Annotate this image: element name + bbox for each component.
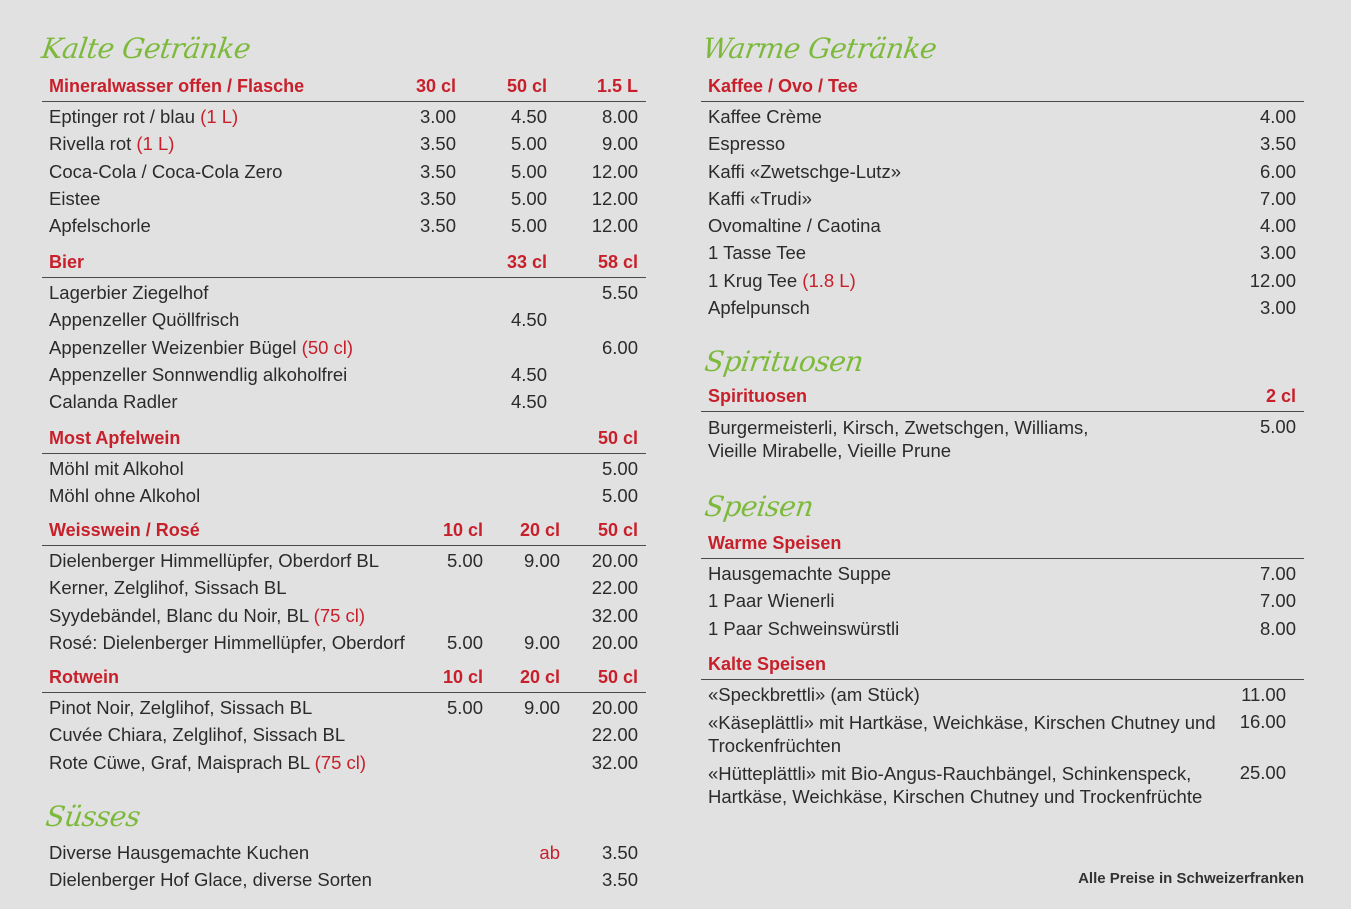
item-name: «Speckbrettli» (am Stück) [708, 684, 920, 705]
item-name: 1 Paar Wienerli [708, 590, 835, 612]
section-mineralwasser [42, 75, 646, 238]
menu-row [42, 573, 646, 600]
price: 7.00 [1259, 563, 1296, 584]
item-name: Diverse Hausgemachte Kuchen [49, 842, 310, 863]
price: 3.50 [419, 160, 456, 182]
col-header: 50 cl [506, 76, 547, 96]
menu-row [42, 305, 646, 332]
col-header: 10 cl [442, 667, 483, 687]
menu-row [701, 412, 1304, 464]
item-note: (1 L) [136, 133, 175, 155]
col-header: 30 cl [415, 76, 456, 96]
section-rotwein [42, 666, 646, 775]
price: 7.00 [1259, 590, 1296, 612]
price: 5.00 [601, 458, 638, 479]
menu-row [42, 387, 646, 414]
price: 3.50 [419, 215, 456, 237]
item-name-line: Hartkäse, Weichkäse, Kirschen Chutney und Trockenfrüchte [708, 786, 1203, 808]
heading-kalte-getraenke: Kalte Getränke [39, 32, 253, 65]
price: 5.00 [510, 160, 547, 182]
price: 3.00 [419, 106, 456, 127]
item-name: Kaffi «Zwetschge-Lutz» [708, 160, 901, 182]
item-name: Eptinger rot / blau [49, 106, 196, 127]
section-weisswein [42, 519, 646, 655]
price: 3.50 [601, 869, 638, 891]
col-header: 50 cl [597, 667, 638, 687]
section-title: Kaffee / Ovo / Tee [708, 76, 858, 96]
item-name-line: Burgermeisterli, Kirsch, Zwetschgen, Williams, [708, 417, 1089, 438]
col-header: 50 cl [597, 428, 638, 448]
menu-row [701, 559, 1304, 586]
section-title: Mineralwasser offen / Flasche [49, 76, 305, 96]
item-name: 1 Krug Tee [708, 269, 798, 291]
menu-row [42, 693, 646, 720]
price: 4.50 [510, 106, 547, 127]
price: 5.00 [601, 485, 638, 507]
menu-row [42, 720, 646, 747]
menu-row [701, 758, 1304, 810]
price-prefix: ab [539, 842, 560, 863]
price: 3.00 [1259, 242, 1296, 264]
heading-warme-getraenke: Warme Getränke [700, 32, 939, 65]
menu-row [701, 680, 1304, 707]
section-header [701, 532, 1304, 559]
menu-row [701, 102, 1304, 129]
item-note: (50 cl) [301, 336, 354, 358]
price: 11.00 [1241, 684, 1286, 705]
price: 4.50 [510, 309, 547, 331]
section-title: Rotwein [49, 667, 119, 687]
menu-row [42, 157, 646, 184]
heading-suesses: Süsses [43, 800, 143, 833]
menu-row [42, 628, 646, 655]
menu-row [42, 601, 646, 628]
item-name: Dielenberger Himmellüpfer, Oberdorf BL [49, 550, 380, 571]
menu-row [701, 129, 1304, 156]
price: 9.00 [523, 697, 560, 718]
col-header: 1.5 L [596, 76, 638, 96]
item-name: Kerner, Zelglihof, Sissach BL [49, 577, 287, 599]
item-name-line: Vieille Mirabelle, Vieille Prune [708, 440, 952, 461]
price: 5.00 [446, 550, 483, 571]
section-header [701, 385, 1304, 412]
section-suesses [42, 838, 646, 893]
price: 5.50 [601, 282, 638, 303]
item-name: Appenzeller Sonnwendlig alkoholfrei [49, 363, 348, 385]
price: 4.00 [1259, 106, 1296, 127]
section-title: Most Apfelwein [49, 428, 181, 448]
menu-row [42, 481, 646, 508]
item-name-line: «Käseplättli» mit Hartkäse, Weichkäse, Kirschen Chutney und [708, 712, 1216, 734]
menu-row [701, 238, 1304, 265]
item-name: Pinot Noir, Zelglihof, Sissach BL [49, 697, 313, 718]
menu-row [42, 278, 646, 305]
menu-row [701, 707, 1304, 758]
item-name: Apfelpunsch [708, 297, 810, 319]
menu-row [42, 546, 646, 573]
heading-spirituosen: Spirituosen [702, 345, 866, 378]
price: 16.00 [1239, 711, 1286, 733]
item-name: Lagerbier Ziegelhof [49, 282, 209, 303]
price: 12.00 [591, 160, 638, 182]
item-name: Rote Cüwe, Graf, Maisprach BL [49, 751, 310, 773]
section-bier [42, 251, 646, 414]
col-header: 20 cl [519, 667, 560, 687]
price: 4.50 [510, 391, 547, 413]
price: 5.00 [510, 133, 547, 155]
item-note: (75 cl) [313, 604, 366, 626]
currency-note: Alle Preise in Schweizerfranken [1078, 870, 1304, 887]
price: 8.00 [601, 106, 638, 127]
col-header: 2 cl [1265, 386, 1296, 406]
item-name: Möhl ohne Alkohol [49, 485, 201, 507]
item-name-line: «Hütteplättli» mit Bio-Angus-Rauchbängel, Schinkenspeck, [708, 763, 1192, 785]
section-spirituosen [701, 385, 1304, 464]
price: 4.50 [510, 363, 547, 385]
section-header [42, 427, 646, 454]
section-header [42, 251, 646, 278]
item-name: Espresso [708, 133, 786, 155]
price: 5.00 [446, 697, 483, 718]
section-kaffee [701, 75, 1304, 320]
menu-row [42, 360, 646, 387]
item-name: 1 Tasse Tee [708, 242, 807, 264]
menu-row [42, 102, 646, 129]
menu-row [701, 586, 1304, 613]
price: 25.00 [1239, 762, 1286, 784]
item-name: Appenzeller Weizenbier Bügel [49, 336, 297, 358]
menu-row [42, 454, 646, 481]
price: 5.00 [446, 631, 483, 653]
menu-row [42, 333, 646, 360]
section-title: Weisswein / Rosé [49, 520, 200, 540]
price: 5.00 [510, 215, 547, 237]
item-note: (1.8 L) [802, 269, 856, 291]
menu-row [701, 266, 1304, 293]
menu-row [42, 211, 646, 238]
item-name: Möhl mit Alkohol [49, 458, 184, 479]
price: 6.00 [1259, 160, 1296, 182]
menu-row [42, 129, 646, 156]
item-name: Kaffi «Trudi» [708, 187, 812, 209]
price: 20.00 [591, 631, 638, 653]
col-header: 10 cl [442, 520, 483, 540]
item-name: Rosé: Dielenberger Himmellüpfer, Oberdorf [49, 631, 405, 653]
price: 6.00 [601, 336, 638, 358]
price: 7.00 [1259, 187, 1296, 209]
section-header [701, 653, 1304, 680]
menu-row [701, 157, 1304, 184]
price: 32.00 [591, 751, 638, 773]
col-header: 58 cl [597, 252, 638, 272]
item-name: Kaffee Crème [708, 106, 822, 127]
section-header [701, 75, 1304, 102]
price: 9.00 [601, 133, 638, 155]
item-name: Hausgemachte Suppe [708, 563, 892, 584]
col-header: 33 cl [506, 252, 547, 272]
section-title: Kalte Speisen [708, 654, 827, 674]
price: 3.00 [1259, 297, 1296, 319]
section-most-apfelwein [42, 427, 646, 509]
section-title: Spirituosen [708, 386, 808, 406]
item-name: Eistee [49, 187, 101, 209]
price: 3.50 [601, 842, 638, 863]
item-note: (75 cl) [314, 751, 367, 773]
item-name: Calanda Radler [49, 391, 178, 413]
price: 22.00 [591, 577, 638, 599]
price: 20.00 [591, 697, 638, 718]
section-header [42, 666, 646, 693]
col-header: 50 cl [597, 520, 638, 540]
item-name: Apfelschorle [49, 215, 151, 237]
menu-row [701, 184, 1304, 211]
price: 9.00 [523, 550, 560, 571]
heading-speisen: Speisen [702, 490, 816, 523]
price: 22.00 [591, 724, 638, 746]
section-header [42, 519, 646, 546]
price: 5.00 [1259, 416, 1296, 437]
menu-row [42, 748, 646, 775]
menu-row [42, 865, 646, 892]
price: 4.00 [1259, 215, 1296, 237]
section-kalte-speisen [701, 653, 1304, 810]
price: 20.00 [591, 550, 638, 571]
price: 3.50 [1259, 133, 1296, 155]
price: 32.00 [591, 604, 638, 626]
price: 12.00 [591, 187, 638, 209]
item-name: Ovomaltine / Caotina [708, 215, 881, 237]
item-name: Coca-Cola / Coca-Cola Zero [49, 160, 283, 182]
item-name: 1 Paar Schweinswürstli [708, 617, 900, 639]
menu-row [701, 614, 1304, 641]
price: 3.50 [419, 187, 456, 209]
section-header [42, 75, 646, 102]
price: 3.50 [419, 133, 456, 155]
section-title: Warme Speisen [708, 533, 842, 553]
item-note: (1 L) [200, 106, 239, 127]
item-name-line: Trockenfrüchten [708, 735, 841, 757]
price: 12.00 [591, 215, 638, 237]
section-title: Bier [49, 252, 85, 272]
menu-row [701, 293, 1304, 320]
item-name: Rivella rot [49, 133, 132, 155]
menu-row [42, 184, 646, 211]
menu-row [701, 211, 1304, 238]
item-name: Syydebändel, Blanc du Noir, BL [49, 604, 309, 626]
price: 8.00 [1259, 617, 1296, 639]
price: 5.00 [510, 187, 547, 209]
item-name: Cuvée Chiara, Zelglihof, Sissach BL [49, 724, 346, 746]
menu-row [42, 838, 646, 865]
item-name: Dielenberger Hof Glace, diverse Sorten [49, 869, 372, 891]
price: 9.00 [523, 631, 560, 653]
price: 12.00 [1249, 269, 1296, 291]
col-header: 20 cl [519, 520, 560, 540]
section-warme-speisen [701, 532, 1304, 641]
item-name: Appenzeller Quöllfrisch [49, 309, 240, 331]
